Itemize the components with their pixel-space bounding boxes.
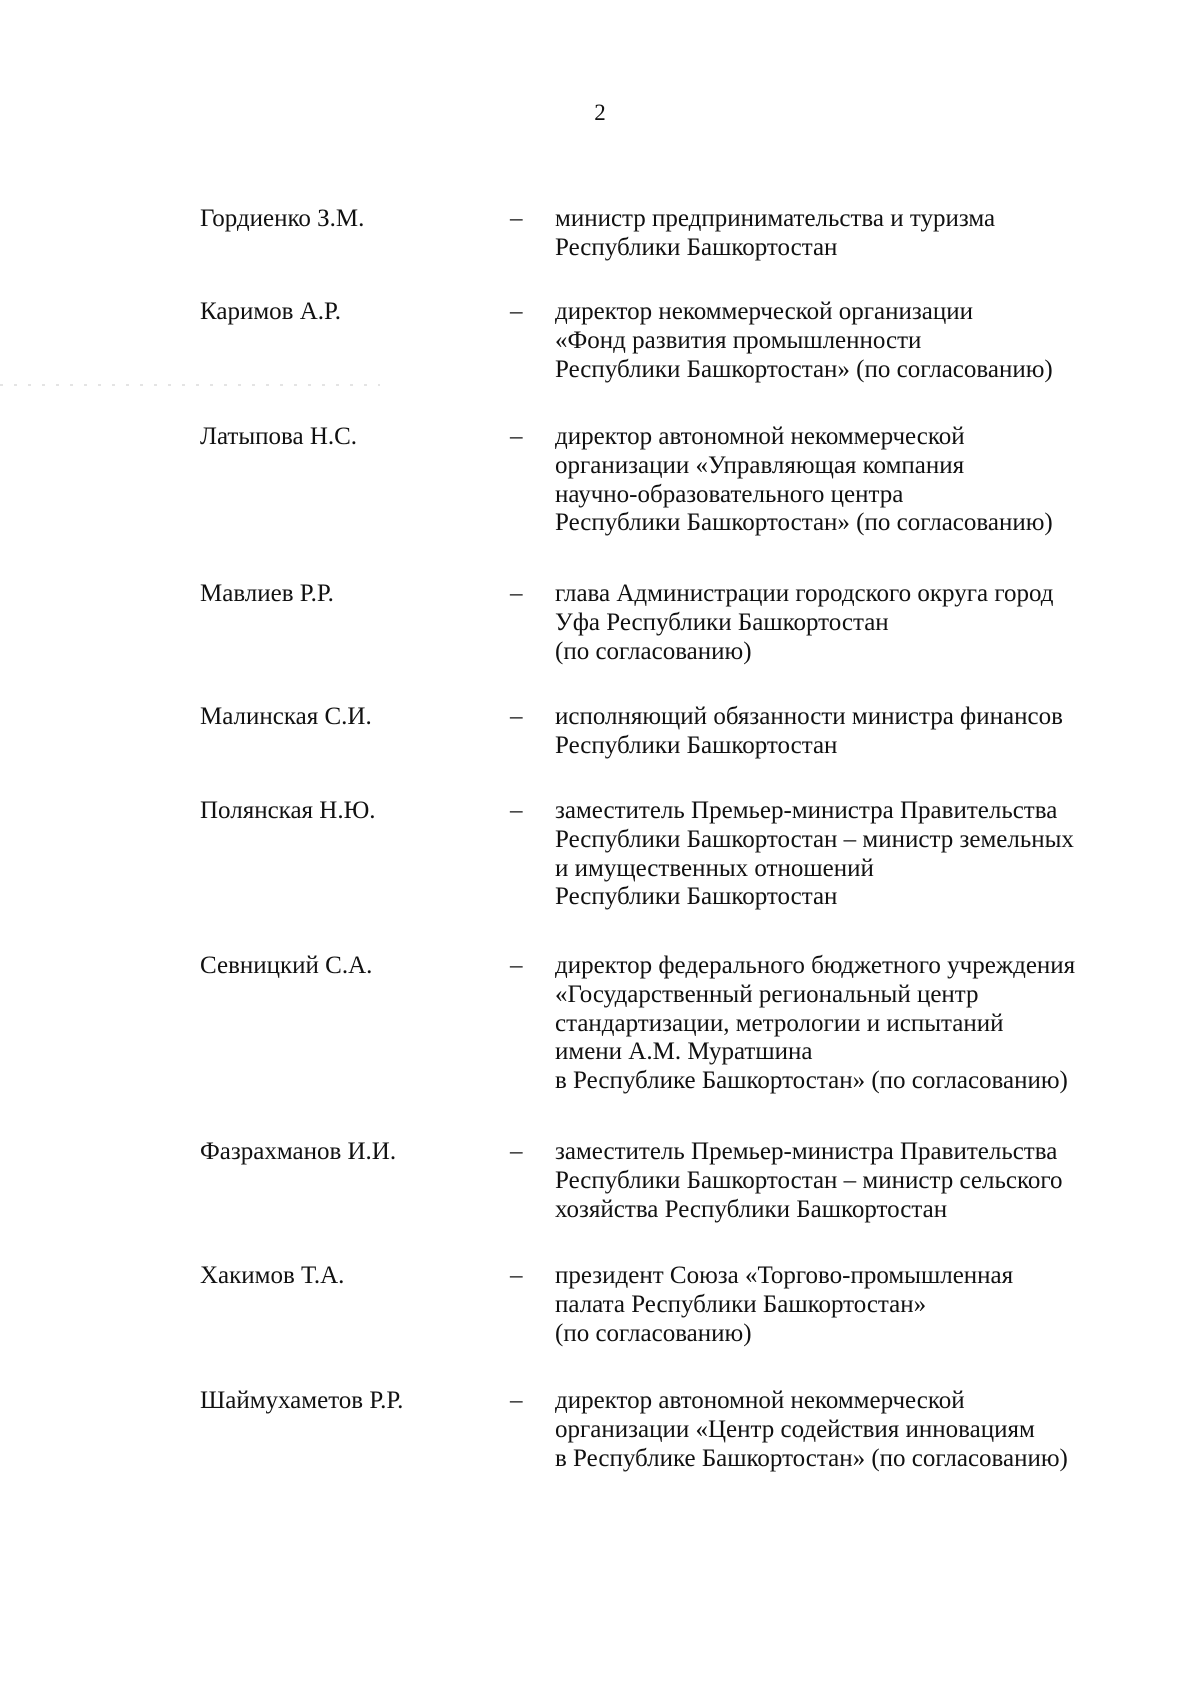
separator-dash: – [510,298,523,325]
member-name: Гордиенко З.М. [200,205,365,232]
separator-dash: – [510,205,523,232]
member-role [555,952,1175,1096]
role-line: научно-образовательного центра [555,480,904,508]
role-line: Уфа Республики Башкортостан [555,608,889,636]
member-role [555,205,1175,263]
separator-dash: – [510,1138,523,1165]
role-line: организации «Центр содействия инновациям [555,1415,1035,1443]
role-line: хозяйства Республики Башкортостан [555,1195,948,1223]
role-line: в Республике Башкортостан» (по согласованию) [555,1067,1068,1095]
role-line: глава Администрации городского округа город [555,580,1054,607]
member-name: Хакимов Т.А. [200,1262,345,1289]
role-line: заместитель Премьер-министра Правительства [555,797,1058,824]
page-number: 2 [594,100,606,125]
member-role [555,423,1175,538]
role-line: директор автономной некоммерческой [555,423,965,450]
separator-dash: – [510,580,523,607]
role-line: Республики Башкортостан [555,233,838,261]
member-name: Шаймухаметов Р.Р. [200,1387,404,1414]
role-line: и имущественных отношений [555,854,874,882]
role-line: «Фонд развития промышленности [555,326,922,354]
role-line: «Государственный региональный центр [555,980,979,1008]
member-role [555,1262,1175,1348]
member-role [555,1387,1175,1473]
member-name: Севницкий С.А. [200,952,373,979]
separator-dash: – [510,423,523,450]
role-line: Республики Башкортостан [555,731,838,759]
role-line: имени А.М. Муратшина [555,1038,813,1066]
member-name: Фазрахманов И.И. [200,1138,397,1165]
member-name: Латыпова Н.С. [200,423,358,450]
member-name: Малинская С.И. [200,703,372,730]
separator-dash: – [510,797,523,824]
role-line: Республики Башкортостан [555,883,838,911]
role-line: (по согласованию) [555,1319,752,1347]
separator-dash: – [510,703,523,730]
role-line: (по согласованию) [555,637,752,665]
role-line: директор некоммерческой организации [555,298,973,325]
member-role [555,703,1175,761]
member-role [555,298,1175,384]
role-line: в Республике Башкортостан» (по согласованию) [555,1444,1068,1472]
separator-dash: – [510,1262,523,1289]
role-line: заместитель Премьер-министра Правительства [555,1138,1058,1165]
role-line: организации «Управляющая компания [555,451,965,479]
role-line: исполняющий обязанности министра финансов [555,703,1063,730]
role-line: директор федерального бюджетного учреждения [555,952,1076,979]
role-line: Республики Башкортостан – министр земельных [555,825,1074,853]
member-role [555,1138,1175,1224]
member-name: Мавлиев Р.Р. [200,580,334,607]
role-line: министр предпринимательства и туризма [555,205,996,232]
role-line: директор автономной некоммерческой [555,1387,965,1414]
member-role [555,797,1175,912]
member-role [555,580,1175,666]
role-line: Республики Башкортостан» (по согласованию) [555,355,1053,383]
role-line: Республики Башкортостан» (по согласованию) [555,509,1053,537]
member-name: Каримов А.Р. [200,298,342,325]
separator-dash: – [510,1387,523,1414]
role-line: Республики Башкортостан – министр сельского [555,1166,1063,1194]
member-name: Полянская Н.Ю. [200,797,376,824]
role-line: стандартизации, метрологии и испытаний [555,1009,1004,1037]
role-line: палата Республики Башкортостан» [555,1290,927,1318]
role-line: президент Союза «Торгово-промышленная [555,1262,1014,1289]
separator-dash: – [510,952,523,979]
scan-artifact [0,384,380,386]
